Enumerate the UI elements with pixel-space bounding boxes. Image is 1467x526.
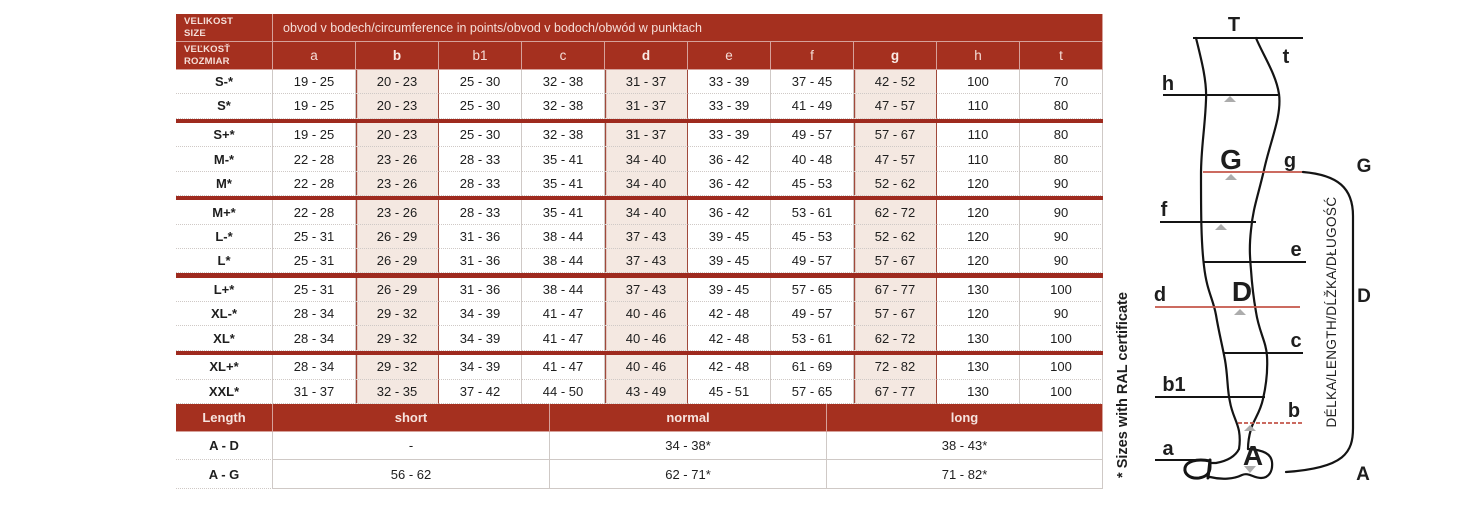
cell-a: 25 - 31 bbox=[273, 225, 356, 249]
size-header2-line2: ROZMIAR bbox=[184, 56, 230, 68]
cell-e: 36 - 42 bbox=[688, 200, 771, 224]
cell-f: 61 - 69 bbox=[771, 355, 854, 379]
cell-e: 42 - 48 bbox=[688, 355, 771, 379]
size-row-Splus bbox=[176, 123, 1103, 147]
label-t: t bbox=[1282, 46, 1290, 68]
cell-h: 130 bbox=[937, 278, 1020, 302]
cell-g: 67 - 77 bbox=[854, 278, 937, 302]
label-G-right: G bbox=[1356, 156, 1372, 177]
cell-t: 80 bbox=[1020, 147, 1103, 171]
cell-e: 33 - 39 bbox=[688, 70, 771, 94]
label-a: a bbox=[1162, 438, 1174, 460]
cell-f: 53 - 61 bbox=[771, 326, 854, 350]
length-cell: 62 - 71* bbox=[550, 460, 827, 489]
cell-c: 41 - 47 bbox=[522, 355, 605, 379]
cell-b1: 34 - 39 bbox=[439, 302, 522, 326]
cell-e: 42 - 48 bbox=[688, 302, 771, 326]
size-header-line1: VELIKOST bbox=[184, 16, 234, 27]
cell-a: 19 - 25 bbox=[273, 94, 356, 118]
cell-h: 120 bbox=[937, 200, 1020, 224]
cell-t: 100 bbox=[1020, 355, 1103, 379]
size-row-S bbox=[176, 94, 1103, 118]
cell-g: 62 - 72 bbox=[854, 200, 937, 224]
cell-b1: 28 - 33 bbox=[439, 200, 522, 224]
cell-t: 90 bbox=[1020, 249, 1103, 273]
column-header-t: t bbox=[1020, 42, 1103, 70]
length-cell: 56 - 62 bbox=[273, 460, 550, 489]
label-c: c bbox=[1290, 330, 1302, 352]
length-header-short: short bbox=[273, 404, 550, 432]
cell-h: 130 bbox=[937, 326, 1020, 350]
label-h: h bbox=[1161, 73, 1175, 95]
size-label: S-* bbox=[176, 70, 273, 94]
cell-t: 80 bbox=[1020, 94, 1103, 118]
cell-b: 20 - 23 bbox=[356, 94, 439, 118]
label-A-inner: A bbox=[1242, 440, 1264, 471]
cell-e: 42 - 48 bbox=[688, 326, 771, 350]
cell-e: 33 - 39 bbox=[688, 123, 771, 147]
cell-d: 37 - 43 bbox=[605, 225, 688, 249]
cell-f: 41 - 49 bbox=[771, 94, 854, 118]
size-table bbox=[176, 14, 1103, 489]
label-b: b bbox=[1287, 400, 1301, 422]
cell-a: 22 - 28 bbox=[273, 172, 356, 196]
cell-g: 47 - 57 bbox=[854, 147, 937, 171]
cell-b: 26 - 29 bbox=[356, 225, 439, 249]
triangle-marker-d bbox=[1234, 309, 1246, 315]
size-label: L-* bbox=[176, 225, 273, 249]
cell-h: 130 bbox=[937, 380, 1020, 404]
cell-d: 43 - 49 bbox=[605, 380, 688, 404]
column-header-b1: b1 bbox=[439, 42, 522, 70]
cell-c: 41 - 47 bbox=[522, 326, 605, 350]
column-header-b: b bbox=[356, 42, 439, 70]
size-label: XL* bbox=[176, 326, 273, 350]
cell-f: 45 - 53 bbox=[771, 225, 854, 249]
cell-a: 28 - 34 bbox=[273, 326, 356, 350]
size-row-L bbox=[176, 249, 1103, 273]
cell-b1: 31 - 36 bbox=[439, 249, 522, 273]
cell-b: 32 - 35 bbox=[356, 380, 439, 404]
cell-f: 45 - 53 bbox=[771, 172, 854, 196]
size-row-XL- bbox=[176, 302, 1103, 326]
cell-g: 57 - 67 bbox=[854, 302, 937, 326]
column-header-f: f bbox=[771, 42, 854, 70]
cell-b: 20 - 23 bbox=[356, 123, 439, 147]
triangle-marker-f bbox=[1215, 224, 1227, 230]
size-label: S+* bbox=[176, 123, 273, 147]
cell-b1: 28 - 33 bbox=[439, 172, 522, 196]
cell-g: 67 - 77 bbox=[854, 380, 937, 404]
length-body bbox=[176, 432, 1103, 489]
length-cell: 71 - 82* bbox=[827, 460, 1103, 489]
cell-t: 100 bbox=[1020, 278, 1103, 302]
cell-d: 34 - 40 bbox=[605, 172, 688, 196]
cell-e: 36 - 42 bbox=[688, 147, 771, 171]
cell-f: 40 - 48 bbox=[771, 147, 854, 171]
cell-g: 72 - 82 bbox=[854, 355, 937, 379]
cell-c: 38 - 44 bbox=[522, 249, 605, 273]
cell-a: 19 - 25 bbox=[273, 123, 356, 147]
cell-t: 100 bbox=[1020, 326, 1103, 350]
size-row-L- bbox=[176, 225, 1103, 249]
cell-d: 31 - 37 bbox=[605, 94, 688, 118]
cell-f: 49 - 57 bbox=[771, 123, 854, 147]
label-b1: b1 bbox=[1162, 374, 1186, 396]
label-d: d bbox=[1153, 284, 1167, 306]
cell-t: 90 bbox=[1020, 172, 1103, 196]
cell-a: 25 - 31 bbox=[273, 249, 356, 273]
cell-t: 90 bbox=[1020, 200, 1103, 224]
size-table-body bbox=[176, 70, 1103, 404]
cell-b1: 31 - 36 bbox=[439, 278, 522, 302]
cell-c: 38 - 44 bbox=[522, 225, 605, 249]
label-g: g bbox=[1283, 150, 1297, 172]
cell-g: 57 - 67 bbox=[854, 249, 937, 273]
cell-e: 39 - 45 bbox=[688, 249, 771, 273]
label-T: T bbox=[1227, 14, 1241, 36]
size-row-Mplus bbox=[176, 200, 1103, 224]
size-label: L+* bbox=[176, 278, 273, 302]
cell-c: 32 - 38 bbox=[522, 94, 605, 118]
column-header-row bbox=[176, 42, 1103, 70]
cell-g: 52 - 62 bbox=[854, 172, 937, 196]
cell-c: 44 - 50 bbox=[522, 380, 605, 404]
length-cell: 38 - 43* bbox=[827, 432, 1103, 461]
cell-b1: 25 - 30 bbox=[439, 94, 522, 118]
size-header-cell-2 bbox=[176, 42, 273, 70]
size-row-M bbox=[176, 172, 1103, 196]
cell-c: 32 - 38 bbox=[522, 123, 605, 147]
size-header-line2: SIZE bbox=[184, 28, 206, 40]
cell-d: 34 - 40 bbox=[605, 200, 688, 224]
length-header-normal: normal bbox=[550, 404, 827, 432]
length-row bbox=[176, 460, 1103, 489]
column-header-e: e bbox=[688, 42, 771, 70]
cell-f: 37 - 45 bbox=[771, 70, 854, 94]
size-row-S- bbox=[176, 70, 1103, 94]
cell-a: 28 - 34 bbox=[273, 302, 356, 326]
cell-e: 36 - 42 bbox=[688, 172, 771, 196]
cell-h: 110 bbox=[937, 147, 1020, 171]
cell-b: 29 - 32 bbox=[356, 302, 439, 326]
leg-measurement-diagram bbox=[1100, 0, 1467, 526]
cell-b1: 25 - 30 bbox=[439, 70, 522, 94]
cell-b1: 34 - 39 bbox=[439, 355, 522, 379]
column-header-d: d bbox=[605, 42, 688, 70]
cell-b: 26 - 29 bbox=[356, 278, 439, 302]
cell-b1: 25 - 30 bbox=[439, 123, 522, 147]
column-header-c: c bbox=[522, 42, 605, 70]
length-cell: 34 - 38* bbox=[550, 432, 827, 461]
length-cell: - bbox=[273, 432, 550, 461]
cell-g: 47 - 57 bbox=[854, 94, 937, 118]
cell-t: 100 bbox=[1020, 380, 1103, 404]
cell-h: 120 bbox=[937, 302, 1020, 326]
ral-note: * Sizes with RAL certificate bbox=[1115, 292, 1131, 478]
cell-c: 38 - 44 bbox=[522, 278, 605, 302]
length-bracket bbox=[1286, 172, 1353, 472]
cell-a: 19 - 25 bbox=[273, 70, 356, 94]
cell-b1: 28 - 33 bbox=[439, 147, 522, 171]
label-A-right: A bbox=[1356, 464, 1370, 485]
label-f: f bbox=[1160, 199, 1168, 221]
cell-g: 42 - 52 bbox=[854, 70, 937, 94]
cell-b: 23 - 26 bbox=[356, 200, 439, 224]
length-row bbox=[176, 432, 1103, 461]
cell-b: 23 - 26 bbox=[356, 147, 439, 171]
cell-f: 57 - 65 bbox=[771, 278, 854, 302]
cell-t: 70 bbox=[1020, 70, 1103, 94]
length-header-long: long bbox=[827, 404, 1103, 432]
size-header2-line1: VEĽKOSŤ bbox=[184, 44, 231, 55]
length-row-label: A - D bbox=[176, 432, 273, 461]
toe-cap-edge bbox=[1208, 460, 1210, 478]
cell-f: 53 - 61 bbox=[771, 200, 854, 224]
cell-d: 37 - 43 bbox=[605, 278, 688, 302]
length-row-label: A - G bbox=[176, 460, 273, 489]
cell-b1: 31 - 36 bbox=[439, 225, 522, 249]
cell-d: 31 - 37 bbox=[605, 123, 688, 147]
size-header-cell bbox=[176, 14, 273, 42]
cell-f: 49 - 57 bbox=[771, 249, 854, 273]
cell-t: 80 bbox=[1020, 123, 1103, 147]
cell-h: 100 bbox=[937, 70, 1020, 94]
column-header-g: g bbox=[854, 42, 937, 70]
cell-b: 26 - 29 bbox=[356, 249, 439, 273]
length-header-row bbox=[176, 404, 1103, 432]
size-row-Lplus bbox=[176, 278, 1103, 302]
cell-t: 90 bbox=[1020, 302, 1103, 326]
cell-c: 32 - 38 bbox=[522, 70, 605, 94]
cell-h: 110 bbox=[937, 94, 1020, 118]
cell-g: 52 - 62 bbox=[854, 225, 937, 249]
size-row-M- bbox=[176, 147, 1103, 171]
label-D-right: D bbox=[1357, 286, 1371, 307]
leg-outline-right bbox=[1248, 38, 1279, 449]
size-label: L* bbox=[176, 249, 273, 273]
cell-g: 57 - 67 bbox=[854, 123, 937, 147]
cell-d: 40 - 46 bbox=[605, 355, 688, 379]
size-label: XL-* bbox=[176, 302, 273, 326]
toe-cap bbox=[1185, 460, 1210, 478]
cell-a: 28 - 34 bbox=[273, 355, 356, 379]
cell-d: 31 - 37 bbox=[605, 70, 688, 94]
cell-a: 22 - 28 bbox=[273, 147, 356, 171]
cell-d: 37 - 43 bbox=[605, 249, 688, 273]
label-D-inner: D bbox=[1231, 276, 1253, 307]
triangle-marker-b bbox=[1244, 425, 1256, 431]
cell-b: 29 - 32 bbox=[356, 355, 439, 379]
cell-e: 33 - 39 bbox=[688, 94, 771, 118]
size-label: M-* bbox=[176, 147, 273, 171]
cell-e: 39 - 45 bbox=[688, 225, 771, 249]
cell-a: 25 - 31 bbox=[273, 278, 356, 302]
cell-f: 49 - 57 bbox=[771, 302, 854, 326]
label-e: e bbox=[1290, 239, 1302, 261]
cell-d: 34 - 40 bbox=[605, 147, 688, 171]
cell-h: 120 bbox=[937, 172, 1020, 196]
table-title-row bbox=[176, 14, 1103, 42]
cell-g: 62 - 72 bbox=[854, 326, 937, 350]
cell-f: 57 - 65 bbox=[771, 380, 854, 404]
cell-d: 40 - 46 bbox=[605, 302, 688, 326]
foot-outline bbox=[1210, 449, 1239, 463]
cell-b1: 34 - 39 bbox=[439, 326, 522, 350]
cell-c: 35 - 41 bbox=[522, 200, 605, 224]
cell-c: 35 - 41 bbox=[522, 172, 605, 196]
cell-e: 45 - 51 bbox=[688, 380, 771, 404]
column-header-h: h bbox=[937, 42, 1020, 70]
cell-b: 23 - 26 bbox=[356, 172, 439, 196]
cell-b1: 37 - 42 bbox=[439, 380, 522, 404]
size-label: M+* bbox=[176, 200, 273, 224]
column-header-a: a bbox=[273, 42, 356, 70]
cell-b: 20 - 23 bbox=[356, 70, 439, 94]
size-row-XXL bbox=[176, 380, 1103, 404]
cell-t: 90 bbox=[1020, 225, 1103, 249]
length-header-length: Length bbox=[176, 404, 273, 432]
cell-a: 22 - 28 bbox=[273, 200, 356, 224]
size-row-XLplus bbox=[176, 355, 1103, 379]
size-row-XL bbox=[176, 326, 1103, 350]
size-label: XL+* bbox=[176, 355, 273, 379]
cell-d: 40 - 46 bbox=[605, 326, 688, 350]
cell-h: 130 bbox=[937, 355, 1020, 379]
size-label: S* bbox=[176, 94, 273, 118]
cell-b: 29 - 32 bbox=[356, 326, 439, 350]
cell-a: 31 - 37 bbox=[273, 380, 356, 404]
size-label: XXL* bbox=[176, 380, 273, 404]
size-label: M* bbox=[176, 172, 273, 196]
circumference-header-cell: obvod v bodech/circumference in points/obvod v bodoch/obwód w punktach bbox=[273, 14, 1103, 42]
cell-e: 39 - 45 bbox=[688, 278, 771, 302]
triangle-marker-h bbox=[1224, 96, 1236, 102]
cell-c: 41 - 47 bbox=[522, 302, 605, 326]
cell-h: 120 bbox=[937, 225, 1020, 249]
length-axis-label: DÉLKA/LENGTH/DĹŽKA/DŁUGOŚĆ bbox=[1324, 196, 1339, 428]
cell-h: 120 bbox=[937, 249, 1020, 273]
cell-h: 110 bbox=[937, 123, 1020, 147]
cell-c: 35 - 41 bbox=[522, 147, 605, 171]
label-G-inner: G bbox=[1220, 144, 1242, 175]
